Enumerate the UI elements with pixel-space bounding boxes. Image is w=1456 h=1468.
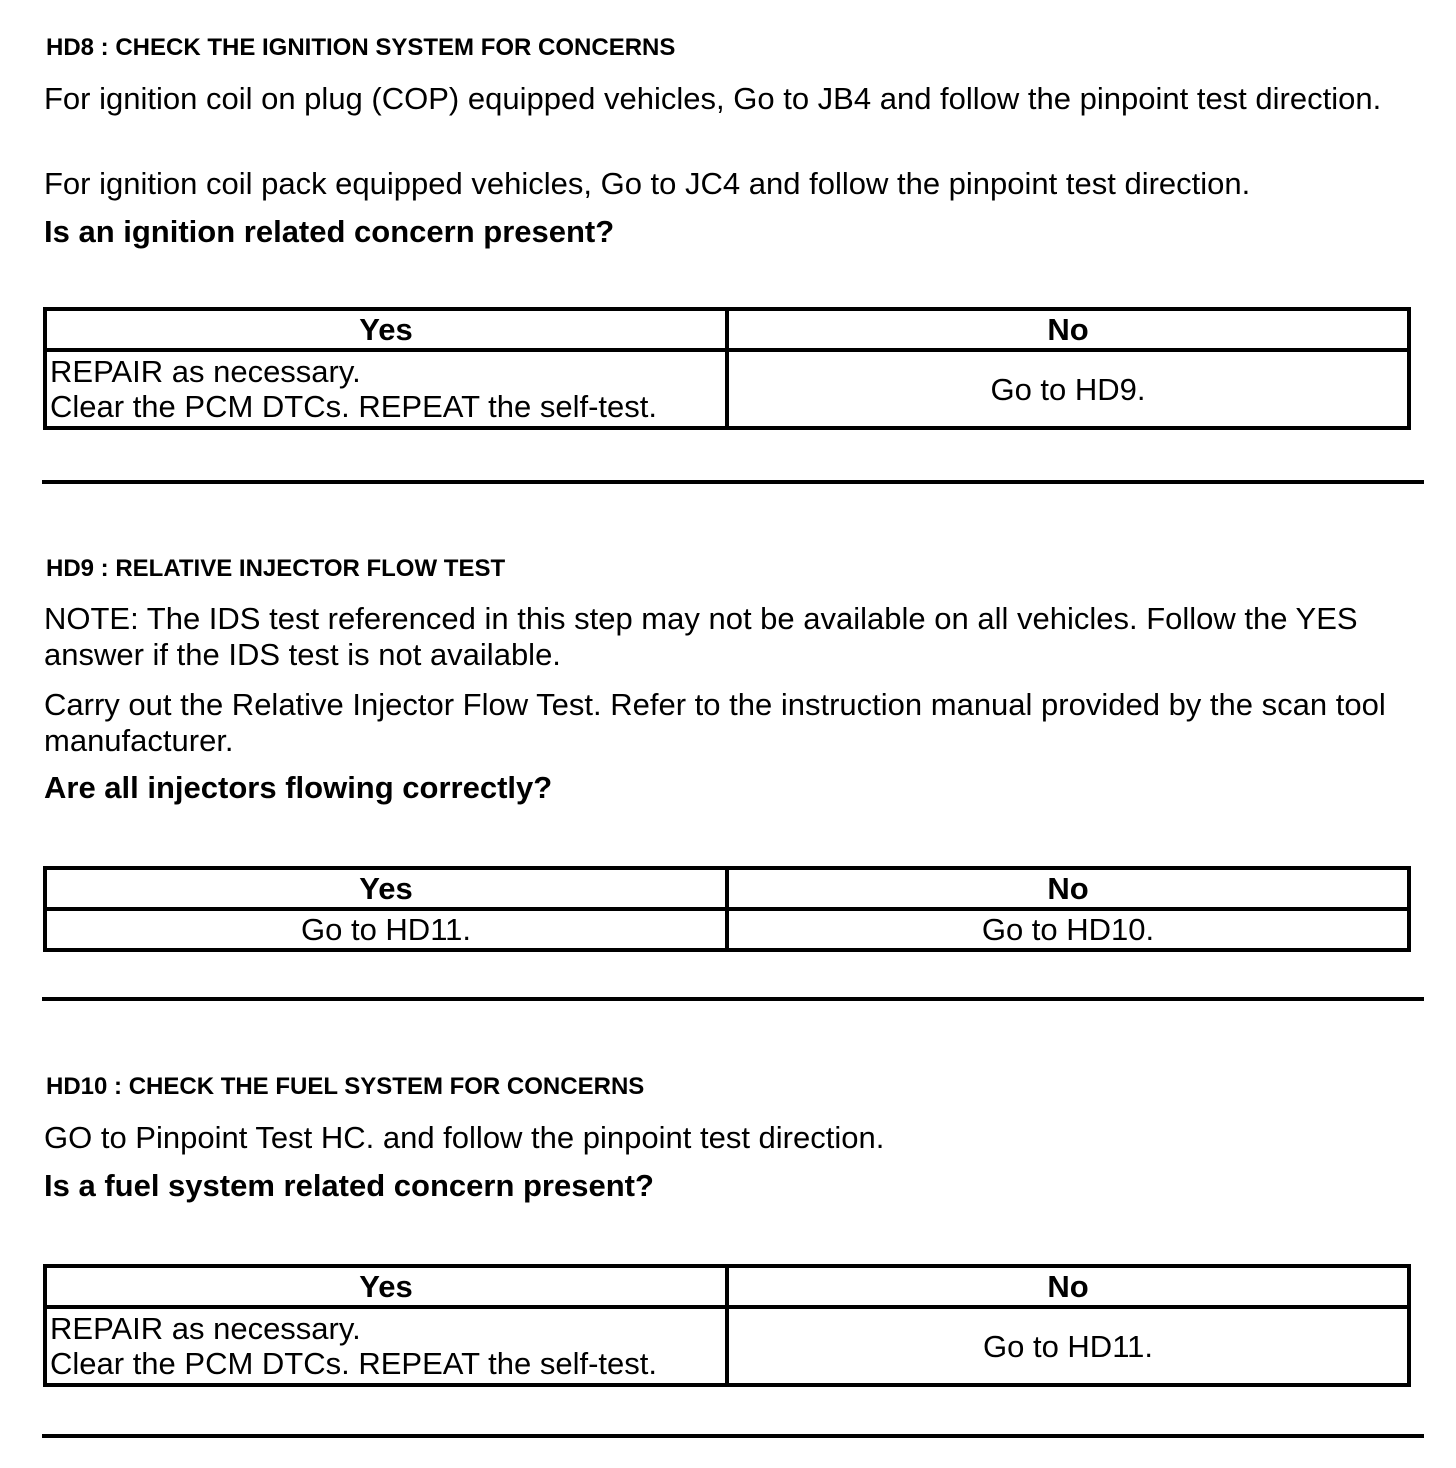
question-hd10: Is a fuel system related concern present? (44, 1168, 654, 1203)
yes-line-2: Clear the PCM DTCs. REPEAT the self-test. (50, 389, 657, 424)
section-heading-hd10: HD10 : CHECK THE FUEL SYSTEM FOR CONCERNS (46, 1073, 645, 1100)
section-divider (42, 997, 1424, 1001)
yes-cell: Go to HD11. (45, 909, 727, 950)
paragraph-injector-flow-instruction: Carry out the Relative Injector Flow Test. Refer to the instruction manual provided by the scan tool manufacturer. (44, 687, 1386, 758)
no-header: No (727, 309, 1409, 350)
section-divider (42, 1434, 1424, 1438)
no-header: No (727, 868, 1409, 909)
paragraph-fuel-instruction: GO to Pinpoint Test HC. and follow the pinpoint test direction. (44, 1120, 885, 1155)
question-hd9: Are all injectors flowing correctly? (44, 770, 553, 805)
yes-header: Yes (45, 309, 727, 350)
section-divider (42, 480, 1424, 484)
paragraph-ids-note: NOTE: The IDS test referenced in this step may not be available on all vehicles. Follow the YES answer if the IDS test is not available. (44, 601, 1358, 672)
yes-line-1: REPAIR as necessary. (50, 1311, 361, 1346)
yes-cell (45, 350, 727, 428)
no-cell: Go to HD10. (727, 909, 1409, 950)
section-heading-hd8: HD8 : CHECK THE IGNITION SYSTEM FOR CONCERNS (46, 34, 676, 61)
paragraph-coil-pack-instruction: For ignition coil pack equipped vehicles, Go to JC4 and follow the pinpoint test direction. (44, 166, 1251, 201)
yes-cell (45, 1307, 727, 1385)
answer-table-hd10 (43, 1264, 1411, 1387)
paragraph-cop-instruction: For ignition coil on plug (COP) equipped vehicles, Go to JB4 and follow the pinpoint test direction. (44, 81, 1382, 116)
no-cell: Go to HD9. (727, 350, 1409, 428)
answer-table-hd8 (43, 307, 1411, 430)
no-cell: Go to HD11. (727, 1307, 1409, 1385)
question-hd8: Is an ignition related concern present? (44, 214, 615, 249)
answer-table-hd9 (43, 866, 1411, 952)
yes-header: Yes (45, 1266, 727, 1307)
yes-header: Yes (45, 868, 727, 909)
yes-line-1: REPAIR as necessary. (50, 354, 361, 389)
yes-line-2: Clear the PCM DTCs. REPEAT the self-test. (50, 1346, 657, 1381)
no-header: No (727, 1266, 1409, 1307)
section-heading-hd9: HD9 : RELATIVE INJECTOR FLOW TEST (46, 555, 506, 582)
